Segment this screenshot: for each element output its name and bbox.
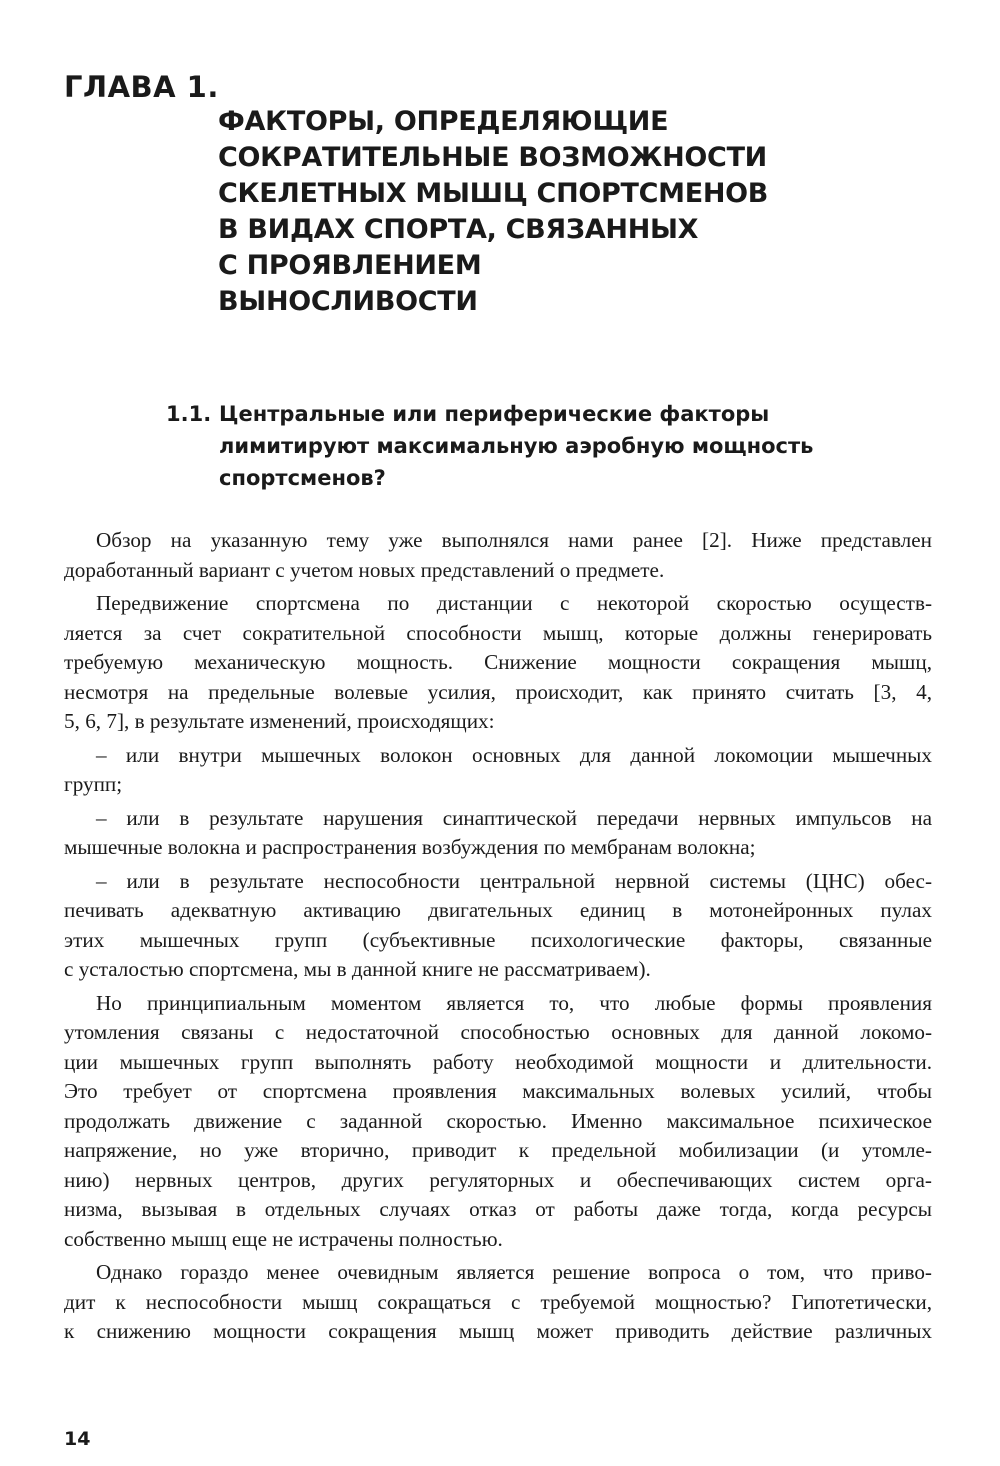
text-line: – или внутри мышечных волокон основных для данной локомоции мышечных: [96, 742, 932, 767]
text-line: этих мышечных групп (субъективные психологические факторы, связанные: [64, 927, 932, 952]
text-line: Передвижение спортсмена по дистанции с некоторой скоростью осуществ-: [96, 591, 932, 615]
text-line: несмотря на предельные волевые усилия, происходит, как принято считать [3, 4,: [64, 679, 932, 704]
list-item: [64, 867, 932, 985]
text-line: собственно мышц еще не истрачены полностью.: [64, 1226, 503, 1251]
text-line: с усталостью спортсмена, мы в данной книге не рассматриваем).: [64, 957, 651, 981]
text-line: напряжение, но уже вторично, приводит к предельной мобилизации (и утомле-: [64, 1138, 932, 1162]
chapter-title-line: С ПРОЯВЛЕНИЕМ: [218, 250, 482, 281]
section-title-line: Центральные или периферические факторы: [219, 402, 770, 426]
chapter-title-line: СОКРАТИТЕЛЬНЫЕ ВОЗМОЖНОСТИ: [218, 142, 767, 173]
text-line: дит к неспособности мышц сокращаться с требуемой мощностью? Гипотетически,: [64, 1289, 932, 1314]
text-line: мышечные волокна и распространения возбуждения по мембранам волокна;: [64, 835, 756, 859]
text-line: низма, вызывая в отдельных случаях отказ от работы даже тогда, когда ресурсы: [64, 1197, 932, 1221]
paragraph: [64, 589, 932, 737]
section-number: 1.1.: [166, 402, 212, 426]
chapter-title-line: ВЫНОСЛИВОСТИ: [218, 286, 478, 317]
text-line: ции мышечных групп выполнять работу необходимой мощности и длительности.: [64, 1049, 932, 1074]
section-heading: [166, 398, 946, 494]
paragraph: [64, 1258, 932, 1347]
text-line: Однако гораздо менее очевидным является решение вопроса о том, что приво-: [96, 1260, 932, 1284]
text-line: групп;: [64, 772, 123, 796]
paragraph: [64, 989, 932, 1255]
chapter-title: [218, 104, 938, 320]
text-line: нию) нервных центров, других регуляторных и обеспечивающих систем орга-: [64, 1167, 932, 1192]
chapter-title-line: В ВИДАХ СПОРТА, СВЯЗАННЫХ: [218, 214, 699, 245]
section-title-line: спортсменов?: [219, 466, 386, 490]
list-item: [64, 741, 932, 800]
text-line: – или в результате неспособности центральной нервной системы (ЦНС) обес-: [96, 868, 932, 893]
section-title: [219, 398, 946, 494]
text-line: печивать адекватную активацию двигательных единиц в мотонейронных пулах: [64, 898, 932, 922]
text-line: требуемую механическую мощность. Снижение мощности сокращения мышц,: [64, 650, 932, 674]
text-line: Но принципиальным моментом является то, что любые формы проявления: [96, 990, 932, 1015]
chapter-title-line: СКЕЛЕТНЫХ МЫШЦ СПОРТСМЕНОВ: [218, 178, 769, 209]
text-line: доработанный вариант с учетом новых представлений о предмете.: [64, 557, 665, 582]
text-line: продолжать движение с заданной скоростью. Именно максимальное психическое: [64, 1108, 932, 1133]
page-number: 14: [64, 1428, 91, 1450]
text-line: утомления связаны с недостаточной способностью основных для данной локомо-: [64, 1020, 932, 1044]
section-title-line: лимитируют максимальную аэробную мощность: [219, 434, 814, 458]
list-item: [64, 804, 932, 863]
chapter-label: ГЛАВА 1.: [64, 70, 219, 104]
text-line: Обзор на указанную тему уже выполнялся нами ранее [2]. Ниже представлен: [96, 528, 932, 552]
text-line: к снижению мощности сокращения мышц может приводить действие различных: [64, 1319, 932, 1343]
chapter-title-line: ФАКТОРЫ, ОПРЕДЕЛЯЮЩИЕ: [218, 106, 669, 137]
paragraph: [64, 526, 932, 585]
text-line: – или в результате нарушения синаптической передачи нервных импульсов на: [96, 805, 932, 830]
body-text: [64, 526, 932, 1351]
text-line: 5, 6, 7], в результате изменений, происходящих:: [64, 709, 495, 733]
text-line: Это требует от спортсмена проявления максимальных волевых усилий, чтобы: [64, 1079, 932, 1103]
text-line: ляется за счет сократительной способности мышц, которые должны генерировать: [64, 620, 932, 645]
